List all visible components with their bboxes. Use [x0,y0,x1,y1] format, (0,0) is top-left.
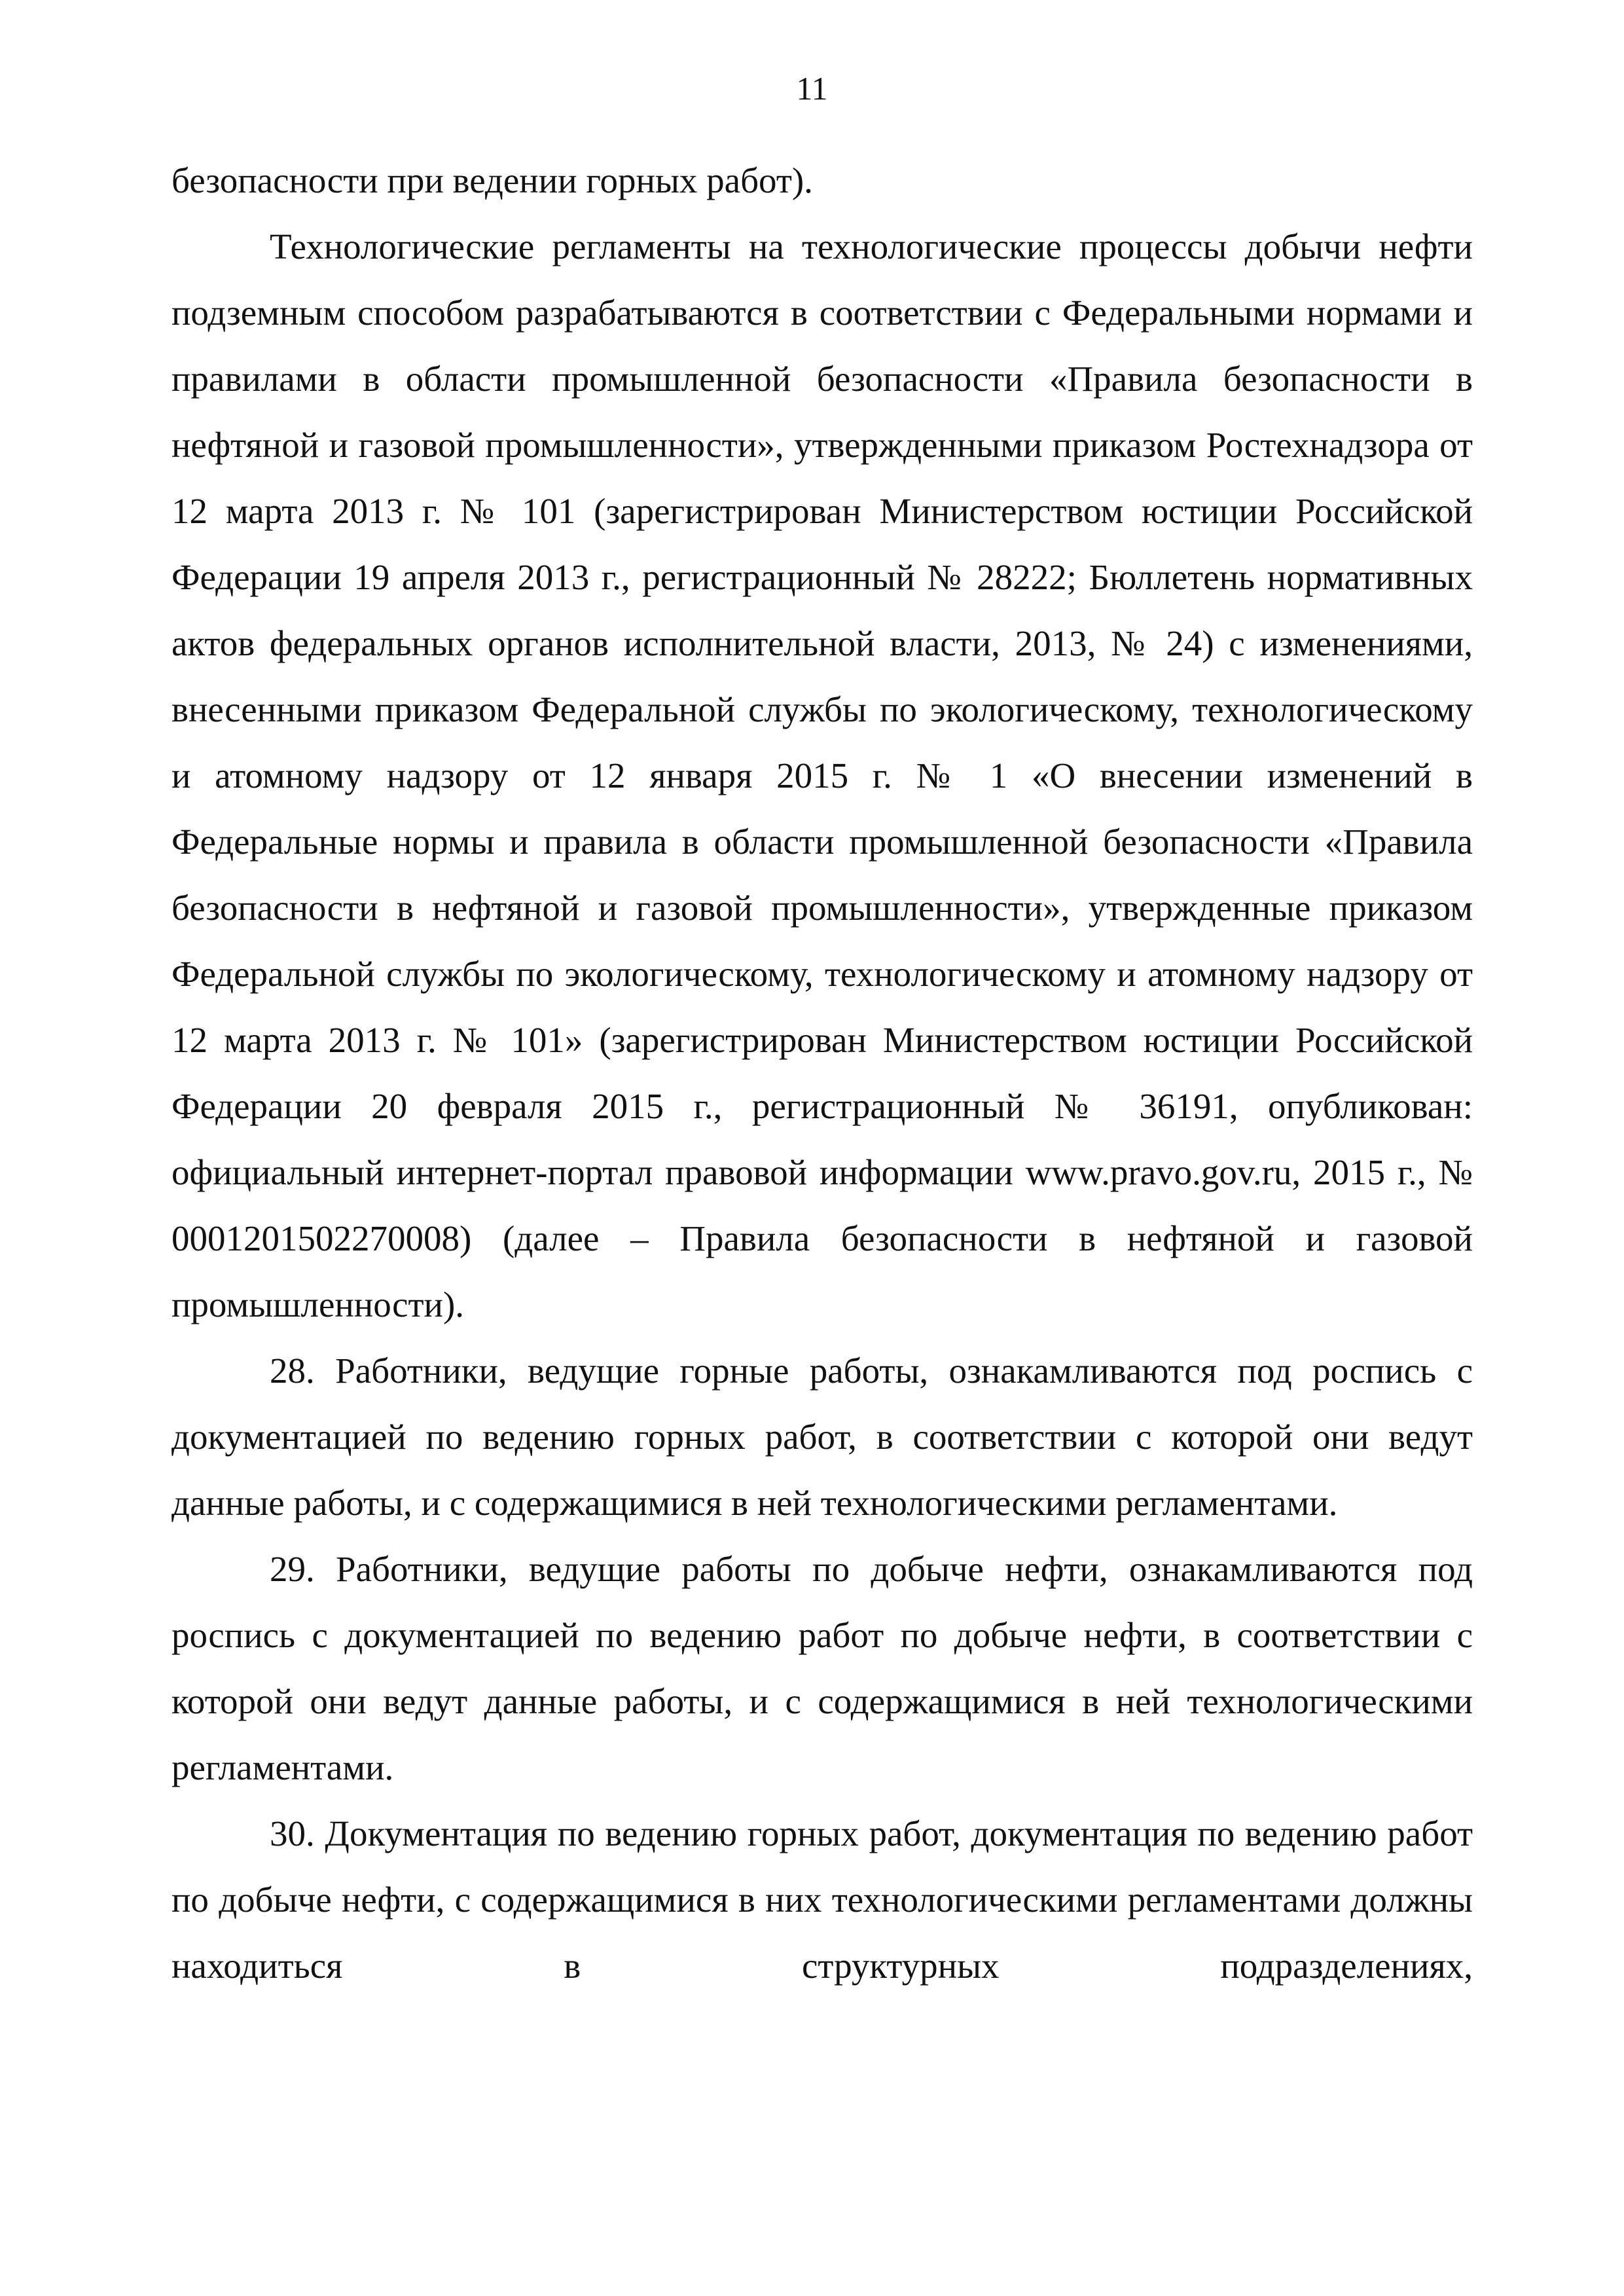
document-body [171,147,1473,1999]
paragraph-continuation: безопасности при ведении горных работ). [171,160,813,200]
paragraph-30: 30. Документация по ведению горных работ, документация по ведению работ по добыче нефти, с содержащимися в них технологическими регламентами должны находиться в структурных подразделениях, [171,1813,1473,1986]
paragraph-29: 29. Работники, ведущие работы по добыче нефти, ознакамливаются под роспись с документацией по ведению работ по добыче нефти, в соответствии с которой они ведут данные работы, и с содержащимися в ней технологическими регламентами. [171,1549,1473,1787]
paragraph-technological-regulations: Технологические регламенты на технологические процессы добычи нефти подземным способом разрабатываются в соответствии с Федеральными нормами и правилами в области промышленной безопасности «Правила безопасности в нефтяной и газовой промышленности», утвержденными приказом Ростехнадзора от 12 марта 2013 г. № 101 (зарегистрирован Министерством юстиции Российской Федерации 19 апреля 2013 г., регистрационный № 28222; Бюллетень нормативных актов федеральных органов исполнительной власти, 2013, № 24) с изменениями, внесенными приказом Федеральной службы по экологическому, технологическому и атомному надзору от 12 января 2015 г. № 1 «О внесении изменений в Федеральные нормы и правила в области промышленной безопасности «Правила безопасности в нефтяной и газовой промышленности», утвержденные приказом Федеральной службы по экологическому, технологическому и атомному надзору от 12 марта 2013 г. № 101» (зарегистрирован Министерством юстиции Российской Федерации 20 февраля 2015 г., регистрационный № 36191, опубликован: официальный интернет-портал правовой информации www.pravo.gov.ru, 2015 г., № 0001201502270008) (далее – Правила безопасности в нефтяной и газовой промышленности). [171,227,1473,1324]
page-number: 11 [796,70,828,107]
paragraph-28: 28. Работники, ведущие горные работы, ознакамливаются под роспись с документацией по ведению горных работ, в соответствии с которой они ведут данные работы, и с содержащимися в ней технологическими регламентами. [171,1351,1473,1523]
